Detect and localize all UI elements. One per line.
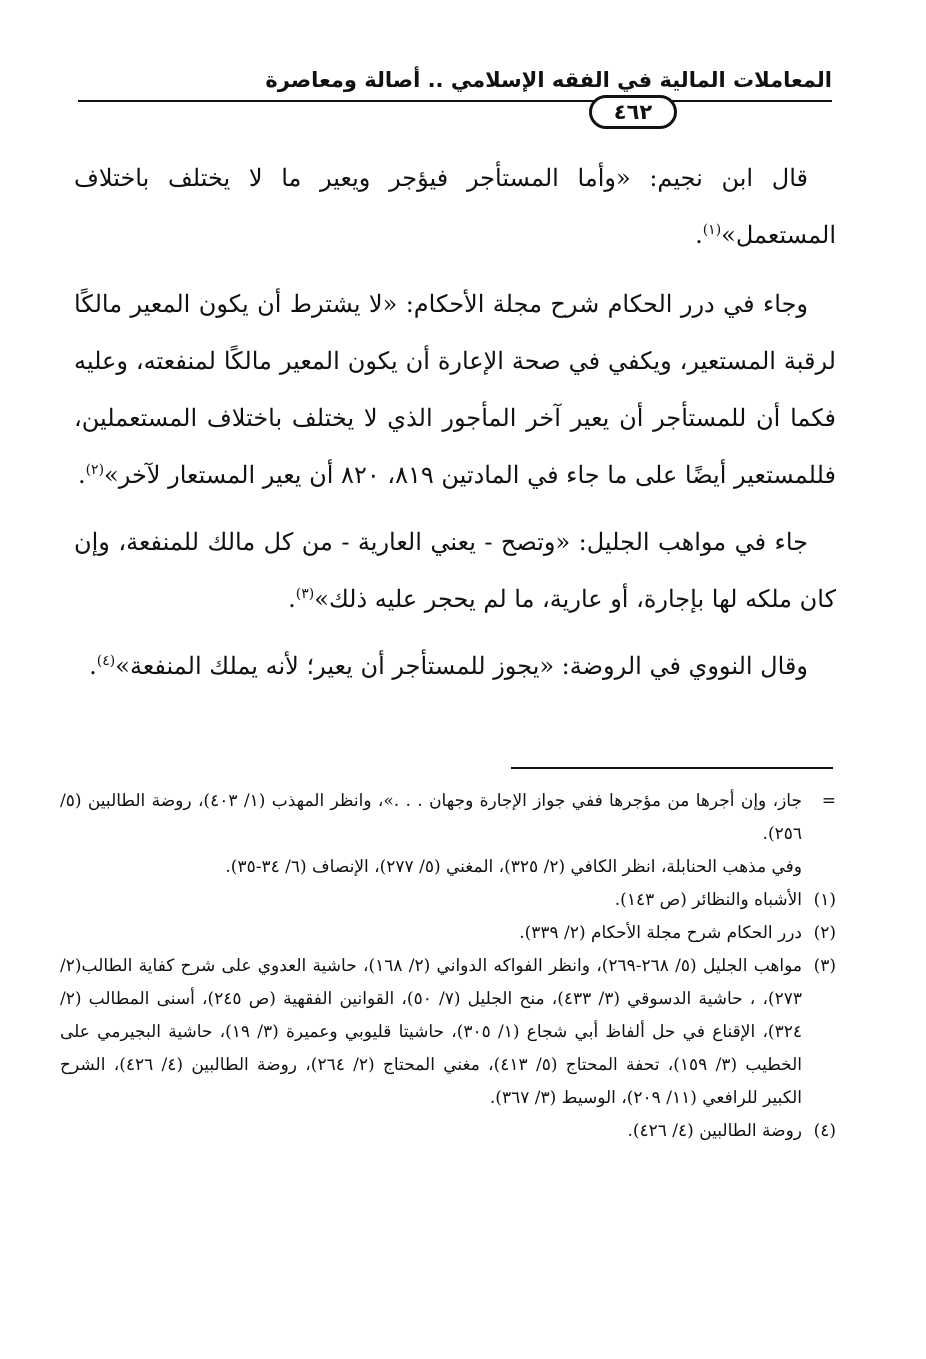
footnote-ref-1: (١) xyxy=(702,222,722,238)
footnote-text: درر الحكام شرح مجلة الأحكام (٢/ ٣٣٩). xyxy=(519,923,802,943)
footnote-hanbali xyxy=(60,851,836,884)
header-rule xyxy=(78,100,832,102)
paragraph-mawahib-al-jalil xyxy=(74,514,836,628)
footnote-text: روضة الطالبين (٤/ ٤٢٦). xyxy=(627,1121,802,1141)
paragraph-text: وقال النووي في الروضة: «يجوز للمستأجر أن يعير؛ لأنه يملك المنفعة» xyxy=(115,652,808,680)
end-mark: . xyxy=(77,461,86,489)
page-number: ٤٦٢ xyxy=(589,95,677,129)
page-header xyxy=(78,60,832,104)
end-mark: . xyxy=(288,585,296,613)
footnote-1 xyxy=(60,884,836,917)
footnote-indent xyxy=(802,851,836,884)
main-text xyxy=(74,150,836,705)
running-title: المعاملات المالية في الفقه الإسلامي .. أصالة ومعاصرة xyxy=(265,68,832,92)
footnote-4 xyxy=(60,1115,836,1148)
footnote-text: وفي مذهب الحنابلة، انظر الكافي (٢/ ٣٢٥)، المغني (٥/ ٢٧٧)، الإنصاف (٦/ ٣٤-٣٥). xyxy=(225,857,802,877)
footnote-continuation xyxy=(60,785,836,851)
footnotes xyxy=(60,785,836,1148)
footnote-number: (١) xyxy=(813,890,836,910)
paragraph-ibn-nujaym xyxy=(74,150,836,264)
footnote-separator xyxy=(511,767,833,769)
footnote-number: (٢) xyxy=(813,923,836,943)
footnote-3 xyxy=(60,950,836,1115)
footnote-text: جاز، وإن أجرها من مؤجرها ففي جواز الإجارة وجهان . . .»، وانظر المهذب (١/ ٤٠٣)، روضة الطالبين (٥/ ٢٥٦). xyxy=(60,791,802,844)
footnote-ref-3: (٣) xyxy=(295,586,315,602)
footnote-text: الأشباه والنظائر (ص ١٤٣). xyxy=(614,890,802,910)
paragraph-durar-al-hukkam xyxy=(74,276,836,504)
continuation-mark: = xyxy=(821,791,836,811)
paragraph-nawawi-rawda xyxy=(74,638,836,695)
paragraph-text: جاء في مواهب الجليل: «وتصح - يعني العارية - من كل مالك للمنفعة، وإن كان ملكه لها بإجارة، أو عارية، ما لم يحجر عليه ذلك» xyxy=(74,528,836,613)
end-mark: . xyxy=(89,652,97,680)
footnote-2 xyxy=(60,917,836,950)
footnote-text: مواهب الجليل (٥/ ٢٦٨-٢٦٩)، وانظر الفواكه الدواني (٢/ ١٦٨)، حاشية العدوي على شرح كفاية الطالب(٢/ ٢٧٣)، ، حاشية الدسوقي (٣/ ٤٣٣)، منح الجليل (٧/ ٥٠)، القوانين الفقهية (ص ٢٤٥)، أسنى المطالب (٢/ ٣٢٤)، الإقناع في حل ألفاظ أبي شجاع (١/ ٣٠٥)، حاشيتا قليوبي وعميرة (٣/ ١٩)، حاشية البجيرمي على الخطيب (٣/ ١٥٩)، تحفة المحتاج (٥/ ٤١٣)، مغني المحتاج (٢/ ٢٦٤)، روضة الطالبين (٤/ ٤٢٦)، الشرح الكبير للرافعي (١١/ ٢٠٩)، الوسيط (٣/ ٣٦٧). xyxy=(60,956,803,1108)
paragraph-text: قال ابن نجيم: «وأما المستأجر فيؤجر ويعير ما لا يختلف باختلاف المستعمل» xyxy=(74,164,836,249)
footnote-number: (٤) xyxy=(813,1121,836,1141)
paragraph-text: وجاء في درر الحكام شرح مجلة الأحكام: «لا يشترط أن يكون المعير مالكًا لرقبة المستعير، ويكفي في صحة الإعارة أن يكون المعير مالكًا لمنفعته، وعليه فكما أن للمستأجر أن يعير آخر المأجور الذي لا يختلف باختلاف المستعملين، فللمستعير أيضًا على ما جاء في المادتين ٨١٩، ٨٢٠ أن يعير المستعار لآخر» xyxy=(74,290,836,489)
footnote-ref-4: (٤) xyxy=(96,653,116,669)
end-mark: . xyxy=(695,221,703,249)
footnote-ref-2: (٢) xyxy=(85,462,105,478)
footnote-number: (٣) xyxy=(813,956,836,976)
